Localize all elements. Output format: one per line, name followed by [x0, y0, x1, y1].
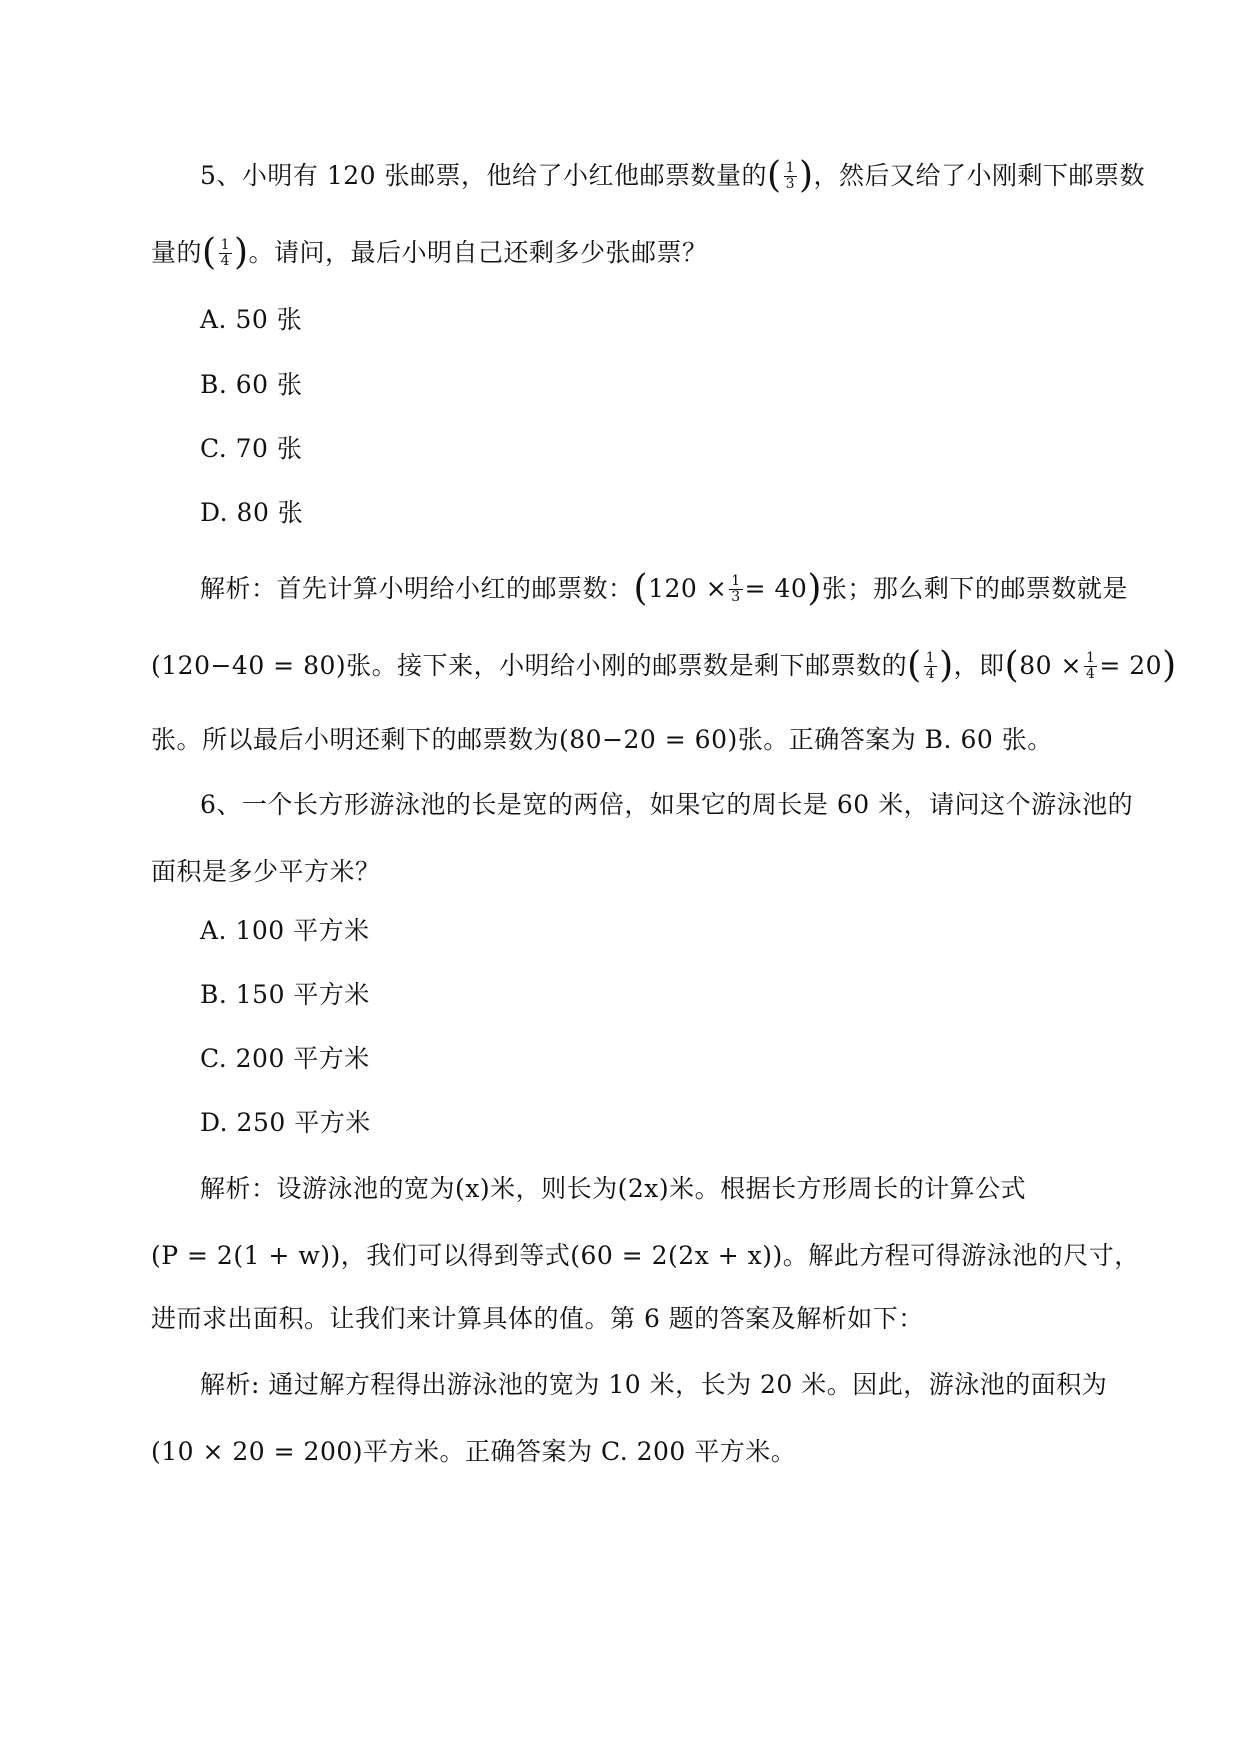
q6-option-a: A. 100 平方米	[200, 916, 370, 945]
q6-stem-line-2: 面积是多少平方米？	[151, 857, 381, 886]
q5-stem-text-2a: 量的	[151, 238, 203, 267]
fraction-denominator: 4	[925, 666, 936, 682]
fraction-numerator: 1	[785, 160, 795, 176]
fraction-denominator: 4	[220, 253, 230, 269]
q5-analysis-line-1	[200, 567, 1128, 609]
open-paren: (	[202, 231, 217, 273]
fraction-denominator: 3	[785, 176, 795, 192]
q6-option-d: D. 250 平方米	[200, 1108, 371, 1137]
q5-option-c: C. 70 张	[200, 434, 303, 463]
fraction-one-third	[729, 574, 742, 605]
q6-analysis-line-1: 解析：设游泳池的宽为(x)米，则长为(2x)米。根据长方形周长的计算公式	[200, 1174, 1027, 1203]
fraction-one-quarter	[219, 238, 232, 269]
q5-analysis-expr-1a: 120 ×	[648, 574, 728, 603]
q6-analysis-line-2: (P = 2(1 + w))，我们可以得到等式(60 = 2(2x + x))。解此方程可得游泳池的尺寸，	[151, 1241, 1140, 1270]
fraction-denominator: 3	[731, 589, 741, 605]
close-paren: )	[939, 644, 954, 686]
close-paren: )	[233, 231, 249, 273]
q5-option-a: A. 50 张	[200, 305, 303, 334]
q5-option-b: B. 60 张	[200, 370, 303, 399]
open-paren: (	[907, 644, 922, 686]
fraction-numerator: 1	[925, 650, 936, 666]
open-paren: (	[1004, 644, 1020, 686]
q5-stem-line-1	[200, 154, 1146, 196]
q5-analysis-expr-1b: = 40	[744, 574, 808, 603]
fraction-one-third	[784, 161, 797, 192]
close-paren: )	[799, 154, 814, 196]
q5-stem-text-1b: ，然后又给了小刚剩下邮票数	[813, 161, 1146, 190]
fraction-one-quarter	[1084, 651, 1097, 682]
fraction-numerator: 1	[220, 237, 230, 253]
q5-analysis-expr-2b: = 20	[1099, 651, 1163, 680]
q5-analysis-line-3: 张。所以最后小明还剩下的邮票数为(80−20 = 60)张。正确答案为 B. 60 张。	[151, 725, 1053, 754]
q5-analysis-line-2	[151, 644, 1177, 686]
fraction-denominator: 4	[1085, 666, 1096, 682]
q5-stem-text-2b: 。请问，最后小明自己还剩多少张邮票？	[248, 238, 708, 267]
q5-analysis-text-1b: 张；那么剩下的邮票数就是	[821, 574, 1128, 603]
q6-analysis2-line-2: (10 × 20 = 200)平方米。正确答案为 C. 200 平方米。	[151, 1437, 797, 1466]
q5-analysis-text-2b: ，即	[953, 651, 1005, 680]
close-paren: )	[1162, 644, 1177, 686]
fraction-numerator: 1	[1085, 650, 1096, 666]
q6-analysis-line-3: 进而求出面积。让我们来计算具体的值。第 6 题的答案及解析如下：	[151, 1304, 924, 1333]
q5-analysis-text-1a: 解析：首先计算小明给小红的邮票数：	[200, 574, 634, 603]
close-paren: )	[807, 567, 822, 609]
fraction-one-quarter	[924, 651, 937, 682]
open-paren: (	[633, 567, 649, 609]
fraction-numerator: 1	[731, 573, 741, 589]
q5-stem-text-1a: 5、小明有 120 张邮票，他给了小红他邮票数量的	[200, 161, 768, 190]
q5-stem-line-2	[151, 231, 708, 273]
open-paren: (	[767, 154, 782, 196]
q6-option-b: B. 150 平方米	[200, 980, 370, 1009]
q6-analysis2-line-1: 解析: 通过解方程得出游泳池的宽为 10 米，长为 20 米。因此，游泳池的面积为	[200, 1370, 1108, 1399]
q6-option-c: C. 200 平方米	[200, 1044, 370, 1073]
q6-stem-line-1: 6、一个长方形游泳池的长是宽的两倍，如果它的周长是 60 米，请问这个游泳池的	[200, 790, 1134, 819]
q5-analysis-text-2a: (120−40 = 80)张。接下来，小明给小刚的邮票数是剩下邮票数的	[151, 651, 908, 680]
q5-analysis-expr-2a: 80 ×	[1019, 651, 1082, 680]
q5-option-d: D. 80 张	[200, 498, 304, 527]
